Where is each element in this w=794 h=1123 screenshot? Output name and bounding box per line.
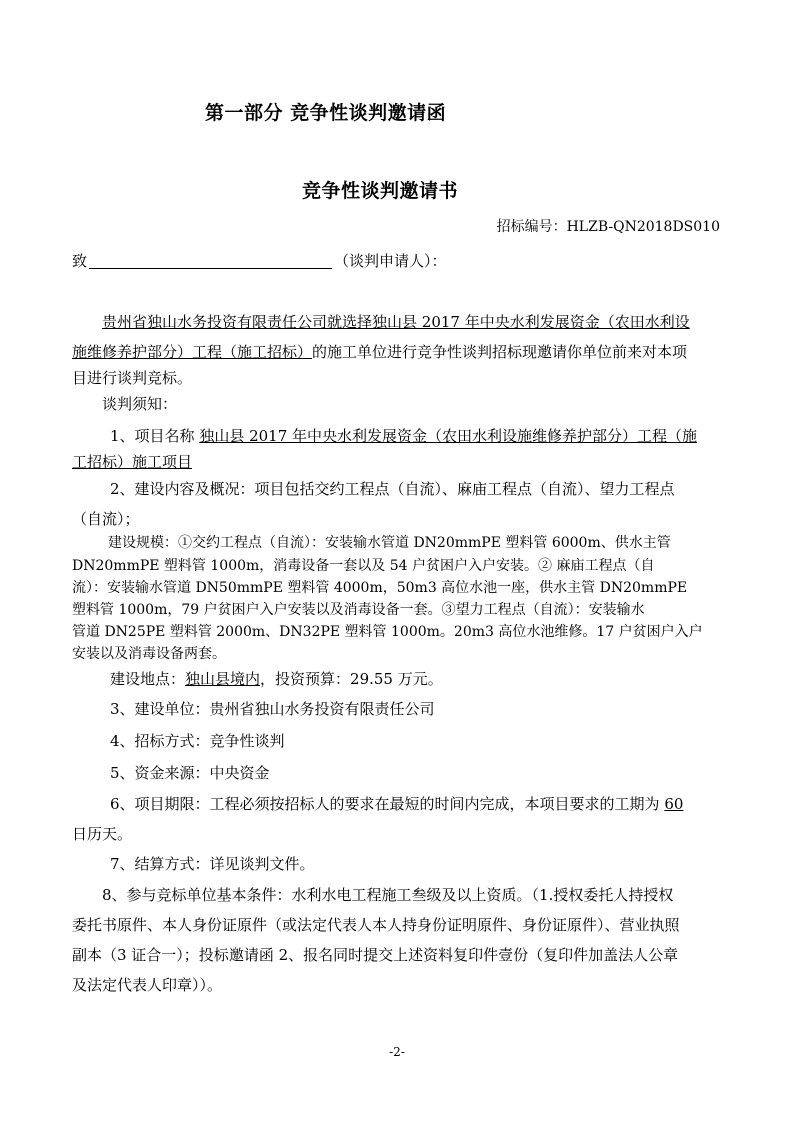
item-2-line-1: 2、建设内容及概况：项目包括交约工程点（自流）、麻庙工程点（自流）、望力工程点 — [110, 480, 675, 498]
document-title: 竞争性谈判邀请书 — [302, 180, 459, 202]
location-line: 建设地点：独山县境内，投资预算：29.55 万元。 — [110, 670, 443, 688]
item-3: 3、建设单位：贵州省独山水务投资有限责任公司 — [110, 700, 435, 718]
scale-line-4: 塑料管 1000m，79 户贫困户入户安装以及消毒设备一套。③望力工程点（自流）：安装输水 — [72, 602, 645, 618]
item-2-line-2: （自流）； — [72, 510, 140, 528]
item-1-line-1: 1、项目名称 独山县 2017 年中央水利发展资金（农田水利设施维修养护部分）工程（施 — [110, 427, 698, 445]
scale-line-2: DN20mmPE 塑料管 1000m，消毒设备一套以及 54 户贫困户入户安装。② 麻庙工程点（自 — [72, 558, 655, 574]
scale-line-6: 安装以及消毒设备两套。 — [72, 646, 226, 662]
scale-line-1: 建设规模：①交约工程点（自流）：安装输水管道 DN20mmPE 塑料管 6000m、供水主管 — [108, 535, 671, 551]
item-1-line-2: 工招标）施工项目 — [72, 453, 193, 471]
item-4: 4、招标方式：竞争性谈判 — [110, 732, 285, 750]
item-6-line-2: 日历天。 — [72, 825, 133, 843]
scale-line-5: 管道 DN25PE 塑料管 2000m、DN32PE 塑料管 1000m。20m3 高位水池维修。17 户贫困户入户 — [72, 624, 703, 640]
scale-line-3: 流）：安装输水管道 DN50mmPE 塑料管 4000m，50m3 高位水池一座，供水主管 DN20mmPE — [72, 580, 688, 596]
item-8-line-1: 8、参与竞标单位基本条件：水利水电工程施工叁级及以上资质。（1.授权委托人持授权 — [102, 886, 674, 904]
intro-line-1: 贵州省独山水务投资有限责任公司就选择独山县 2017 年中央水利发展资金（农田水利设 — [102, 313, 690, 331]
page-number: -2- — [389, 1045, 405, 1059]
item-5: 5、资金来源：中央资金 — [110, 764, 270, 782]
addressee-prefix: 致 — [72, 252, 88, 270]
item-7: 7、结算方式：详见谈判文件。 — [110, 855, 315, 873]
item-8-line-2: 委托书原件、本人身份证原件（或法定代表人本人持身份证明原件、身份证原件）、营业执照 — [72, 916, 680, 934]
addressee-line — [72, 250, 447, 271]
notice-label: 谈判须知： — [102, 395, 178, 413]
item-8-line-4: 及法定代表人印章））。 — [72, 976, 223, 994]
item-6-line-1: 6、项目期限：工程必须按招标人的要求在最短的时间内完成，本项目要求的工期为 60 — [110, 795, 684, 813]
addressee-blank — [89, 252, 332, 269]
item-8-line-3: 副本（3 证合一）；投标邀请函 2、报名同时提交上述资料复印件壹份（复印件加盖法人公章 — [72, 946, 679, 964]
intro-line-3: 目进行谈判竞标。 — [72, 369, 193, 387]
section-heading: 第一部分 竞争性谈判邀请函 — [205, 102, 447, 124]
intro-line-2: 施维修养护部分）工程（施工招标）的施工单位进行竞争性谈判招标现邀请你单位前来对本项 — [72, 343, 688, 361]
bid-number: 招标编号：HLZB-QN2018DS010 — [496, 219, 720, 235]
addressee-suffix: （谈判申请人）： — [334, 252, 447, 270]
